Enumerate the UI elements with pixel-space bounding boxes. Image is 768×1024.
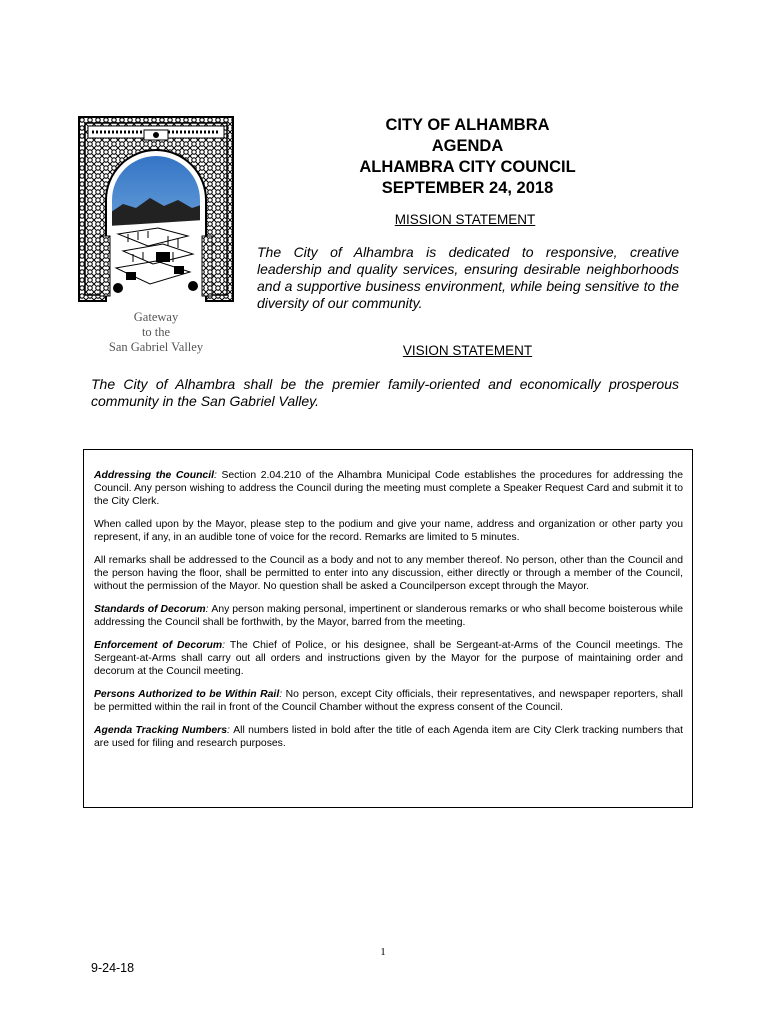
rule-separator: : xyxy=(214,470,222,481)
rule-label: Persons Authorized to be Within Rail xyxy=(94,689,280,700)
rule-text: No person, except City officials, their representatives, and newspaper reporters, shall be permitted within the rail in front of the Council Chamber without the express consent of the Council. xyxy=(94,689,683,713)
rule-separator: : xyxy=(222,640,230,651)
rule-paragraph xyxy=(94,639,683,678)
city-name: CITY OF ALHAMBRA xyxy=(385,116,550,134)
rule-paragraph xyxy=(94,554,683,593)
rule-label: Standards of Decorum xyxy=(94,604,206,615)
logo-caption-line-1: Gateway xyxy=(133,310,179,324)
rule-text: Any person making personal, impertinent or slanderous remarks or who shall become boisterous while addressing the Council shall be forthwith, by the Mayor, barred from the meeting. xyxy=(94,604,683,628)
logo-caption-line-3: San Gabriel Valley xyxy=(108,340,204,354)
rule-label: Agenda Tracking Numbers xyxy=(94,725,227,736)
rule-text: Section 2.04.210 of the Alhambra Municipal Code establishes the procedures for addressing the Council. Any person wishing to address the Council during the meeting must complete a Speaker Request Card and submit it to the City Clerk. xyxy=(94,470,683,507)
page-number: 1 xyxy=(380,946,386,958)
city-logo xyxy=(78,116,234,361)
council-name: ALHAMBRA CITY COUNCIL xyxy=(359,158,576,176)
rule-paragraph xyxy=(94,603,683,629)
vision-heading: VISION STATEMENT xyxy=(402,343,533,358)
rule-separator: : xyxy=(205,604,212,615)
meeting-date: SEPTEMBER 24, 2018 xyxy=(381,179,554,197)
footer-date: 9-24-18 xyxy=(91,961,135,975)
alhambra-arch-logo xyxy=(78,116,234,302)
logo-caption-line-2: to the xyxy=(141,325,171,339)
rule-text: All numbers listed in bold after the title of each Agenda item are City Clerk tracking numbers that are used for filing and research purposes. xyxy=(94,725,683,749)
mission-text: The City of Alhambra is dedicated to responsive, creative leadership and quality services, ensuring desirable neighborhoods and a supportive business environment, while being sensitive to the diversity of our community. xyxy=(257,244,679,311)
rule-paragraph xyxy=(94,724,683,750)
rule-paragraph xyxy=(94,688,683,714)
rule-text: The Chief of Police, or his designee, shall be Sergeant-at-Arms of the Council meetings. The Sergeant-at-Arms shall carry out all orders and instructions given by the Mayor for the purpose of maintaining order and decorum at the Council meeting. xyxy=(94,640,684,677)
rule-text: When called upon by the Mayor, please step to the podium and give your name, address and organization or other party you represent, if any, in an audible tone of voice for the record. Remarks are limited to 5 minutes. xyxy=(94,519,683,543)
rule-label: Addressing the Council xyxy=(94,470,214,481)
rule-paragraph xyxy=(94,469,683,508)
logo-caption xyxy=(78,310,234,355)
mission-heading: MISSION STATEMENT xyxy=(394,212,536,227)
document-type: AGENDA xyxy=(431,137,504,155)
rule-paragraph xyxy=(94,518,683,544)
agenda-title-block xyxy=(310,115,625,199)
rule-separator: : xyxy=(226,725,234,736)
vision-text: The City of Alhambra shall be the premier family-oriented and economically prosperous community in the San Gabriel Valley. xyxy=(91,376,679,409)
rule-label: Enforcement of Decorum xyxy=(94,640,223,651)
council-rules-box xyxy=(83,449,693,808)
rule-separator: : xyxy=(279,689,286,700)
rule-text: All remarks shall be addressed to the Council as a body and not to any member thereof. No person, other than the Council and the person having the floor, shall be permitted to enter into any discussion, either directly or through a member of the Council, without the permission of the Mayor. No question shall be asked a Councilperson except through the Mayor. xyxy=(94,555,683,592)
